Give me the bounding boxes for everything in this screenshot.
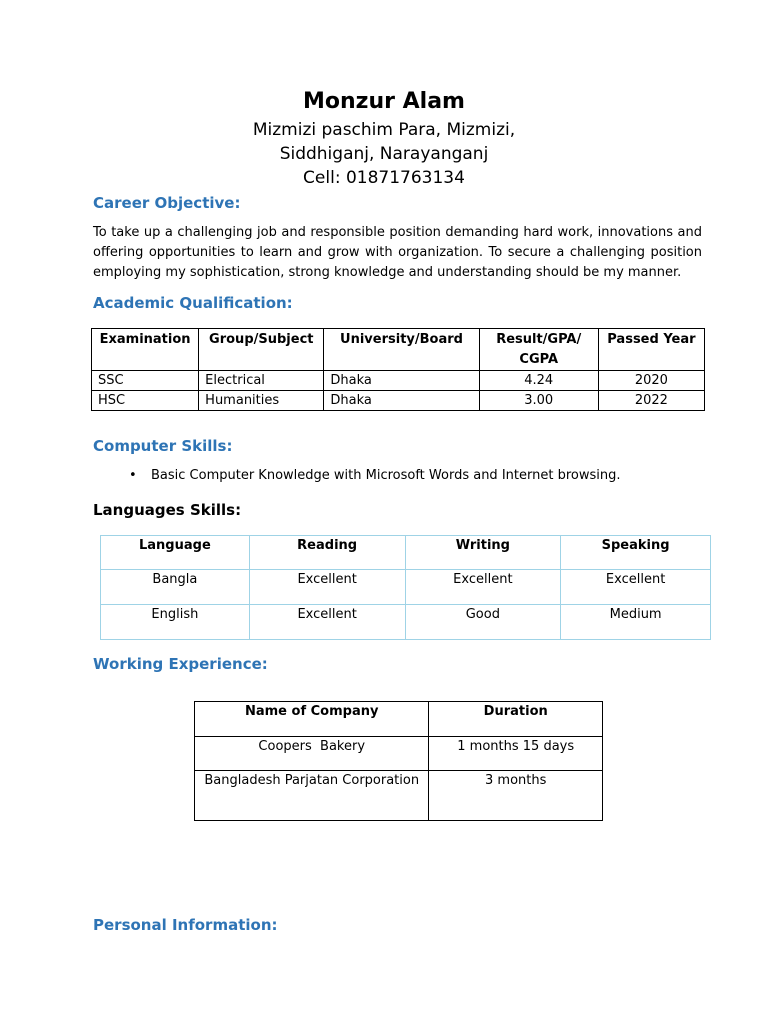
lang-col-speaking: Speaking: [561, 536, 711, 570]
list-item: [129, 466, 621, 486]
career-objective-text: To take up a challenging job and responsible position demanding hard work, innovations and offering opportunities to learn and grow with organization. To secure a challenging position employing my sophistication, strong knowledge and understanding should be my manner.: [93, 225, 702, 280]
address-line-1: Mizmizi paschim Para, Mizmizi,: [252, 120, 516, 140]
academic-header-row: [92, 329, 705, 371]
work-col-duration: Duration: [429, 702, 603, 737]
lang-col-writing: Writing: [405, 536, 561, 570]
group-cell: Electrical: [199, 371, 324, 391]
speaking-cell: Medium: [561, 605, 711, 640]
table-row: [92, 391, 705, 411]
academic-col-examination: Examination: [92, 329, 199, 371]
lang-col-language: Language: [101, 536, 250, 570]
exam-cell: SSC: [92, 371, 199, 391]
applicant-name: Monzur Alam: [303, 89, 465, 114]
duration-cell: 3 months: [429, 771, 603, 821]
personal-information-heading: Personal Information:: [93, 916, 278, 934]
cell-number: Cell: 01871763134: [303, 168, 465, 188]
career-objective-heading: Career Objective:: [93, 194, 241, 212]
reading-cell: Excellent: [249, 605, 405, 640]
languages-heading: Languages Skills:: [93, 501, 242, 519]
academic-heading: Academic Qualification:: [93, 294, 293, 312]
reading-cell: Excellent: [249, 570, 405, 605]
table-row: [195, 737, 603, 771]
result-cell: 3.00: [479, 391, 598, 411]
duration-cell: 1 months 15 days: [429, 737, 603, 771]
work-col-company: Name of Company: [195, 702, 429, 737]
exam-cell: HSC: [92, 391, 199, 411]
group-cell: Humanities: [199, 391, 324, 411]
year-cell: 2022: [598, 391, 704, 411]
company-cell: Coopers Bakery: [195, 737, 429, 771]
table-row: [101, 605, 711, 640]
address-line-2: Siddhiganj, Narayanganj: [279, 144, 489, 164]
table-row: [195, 771, 603, 821]
academic-col-board: University/Board: [324, 329, 479, 371]
computer-skills-heading: Computer Skills:: [93, 437, 233, 455]
board-cell: Dhaka: [324, 371, 479, 391]
academic-table: [91, 328, 705, 411]
academic-col-group: Group/Subject: [199, 329, 324, 371]
writing-cell: Good: [405, 605, 561, 640]
language-cell: Bangla: [101, 570, 250, 605]
speaking-cell: Excellent: [561, 570, 711, 605]
bullet-icon: •: [129, 468, 137, 483]
writing-cell: Excellent: [405, 570, 561, 605]
list-item-text: Basic Computer Knowledge with Microsoft Words and Internet browsing.: [151, 468, 621, 483]
table-row: [101, 570, 711, 605]
board-cell: Dhaka: [324, 391, 479, 411]
lang-col-reading: Reading: [249, 536, 405, 570]
company-cell: Bangladesh Parjatan Corporation: [195, 771, 429, 821]
languages-table: [100, 535, 711, 640]
computer-skills-list: [93, 466, 620, 486]
work-header-row: [195, 702, 603, 737]
result-cell: 4.24: [479, 371, 598, 391]
academic-col-year: Passed Year: [598, 329, 704, 371]
language-cell: English: [101, 605, 250, 640]
table-row: [92, 371, 705, 391]
languages-header-row: [101, 536, 711, 570]
academic-col-result: Result/GPA/ CGPA: [479, 329, 598, 371]
year-cell: 2020: [598, 371, 704, 391]
working-experience-heading: Working Experience:: [93, 655, 268, 673]
work-table: [194, 701, 603, 821]
